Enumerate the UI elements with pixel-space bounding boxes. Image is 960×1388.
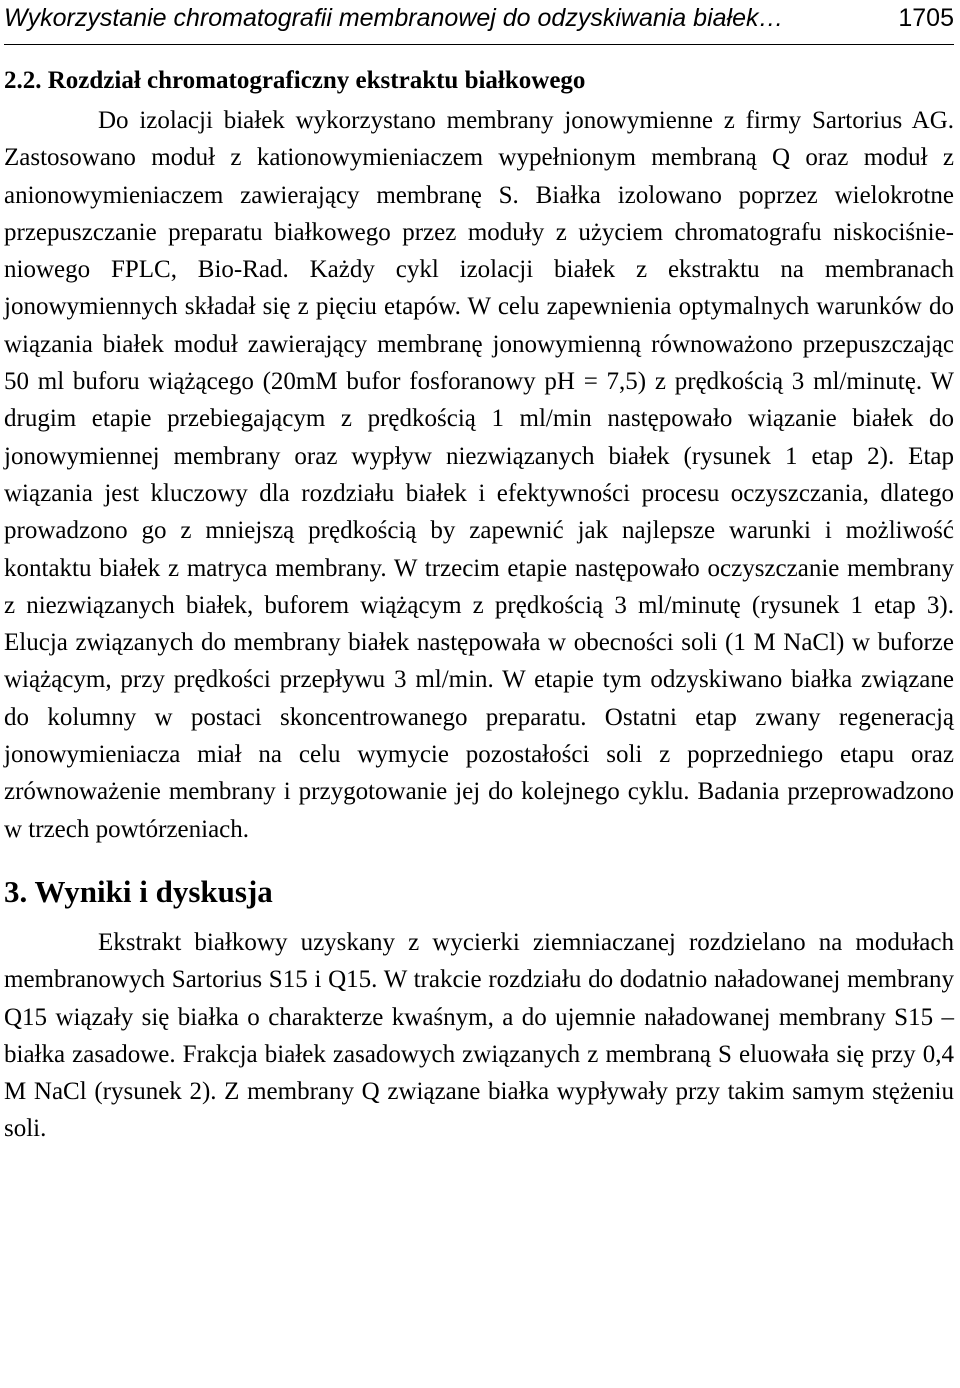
page [4,0,954,1148]
methods-paragraph: Do izolacji białek wykorzystano membrany jonowymienne z firmy Sartorius AG. Zastosowano moduł z kationowymieniaczem wypełnionym membraną Q oraz moduł z anionowymieniaczem zawierający membranę S. Białka izolowano poprzez wielokrotne przepuszczanie preparatu białkowego przez moduły z użyciem chromatografu niskociśnieniowego FPLC, Bio-Rad. Każdy cykl izolacji białek z ekstraktu na membranach jonowymiennych składał się z pięciu etapów. W celu zapewnienia optymalnych warunków do wiązania białek moduł zawierający membranę jonowymienną równoważono przepuszczając 50 ml buforu wiążącego (20mM bufor fosforanowy pH = 7,5) z prędkością 3 ml/minutę. W drugim etapie przebiegającym z prędkością 1 ml/min następowało wiązanie białek do jonowymiennej membrany oraz wypływ niezwiązanych białek (rysunek 1 etap 2). Etap wiązania jest kluczowy dla rozdziału białek i efektywności procesu oczyszczania, dlatego prowadzono go z mniejszą prędkością by zapewnić jak najlepsze warunki i możliwość kontaktu białek z matryca membrany. W trzecim etapie następowało oczyszczanie membrany z niezwiązanych białek, buforem wiążącym z prędkością 3 ml/minutę (rysunek 1 etap 3). Elucja związanych do membrany białek następowała w obecności soli (1 M NaCl) w buforze wiążącym, przy prędkości przepływu 3 ml/min. W etapie tym odzyskiwano białka związane do kolumny w postaci skoncentrowanego preparatu. Ostatni etap zwany regeneracją jonowymieniacza miał na celu wymycie pozostałości soli z poprzedniego etapu oraz zrównoważenie membrany i przygotowanie jej do kolejnego cyklu. Badania przeprowadzono w trzech powtórzeniach. [4,107,954,843]
page-number: 1705 [898,4,954,32]
section-heading: 3. Wyniki i dyskusja [4,873,273,909]
subsection-heading: 2.2. Rozdział chromatograficzny ekstraktu białkowego [4,67,586,94]
results-paragraph: Ekstrakt białkowy uzyskany z wycierki ziemniaczanej rozdzielano na modułach membranowych Sartorius S15 i Q15. W trakcie rozdziału do dodatnio naładowanej membrany Q15 wiązały się białka o charakterze kwaśnym, a do ujemnie naładowanej membrany S15 – białka zasadowe. Frakcja białek zasadowych związanych z membraną S eluowała się przy 0,4 M NaCl (rysunek 2). Z membrany Q związane białka wypływały przy takim samym stężeniu soli. [4,928,954,1143]
running-header-title: Wykorzystanie chromatografii membranowej do odzyskiwania białek… [4,4,784,32]
running-header [4,0,954,45]
